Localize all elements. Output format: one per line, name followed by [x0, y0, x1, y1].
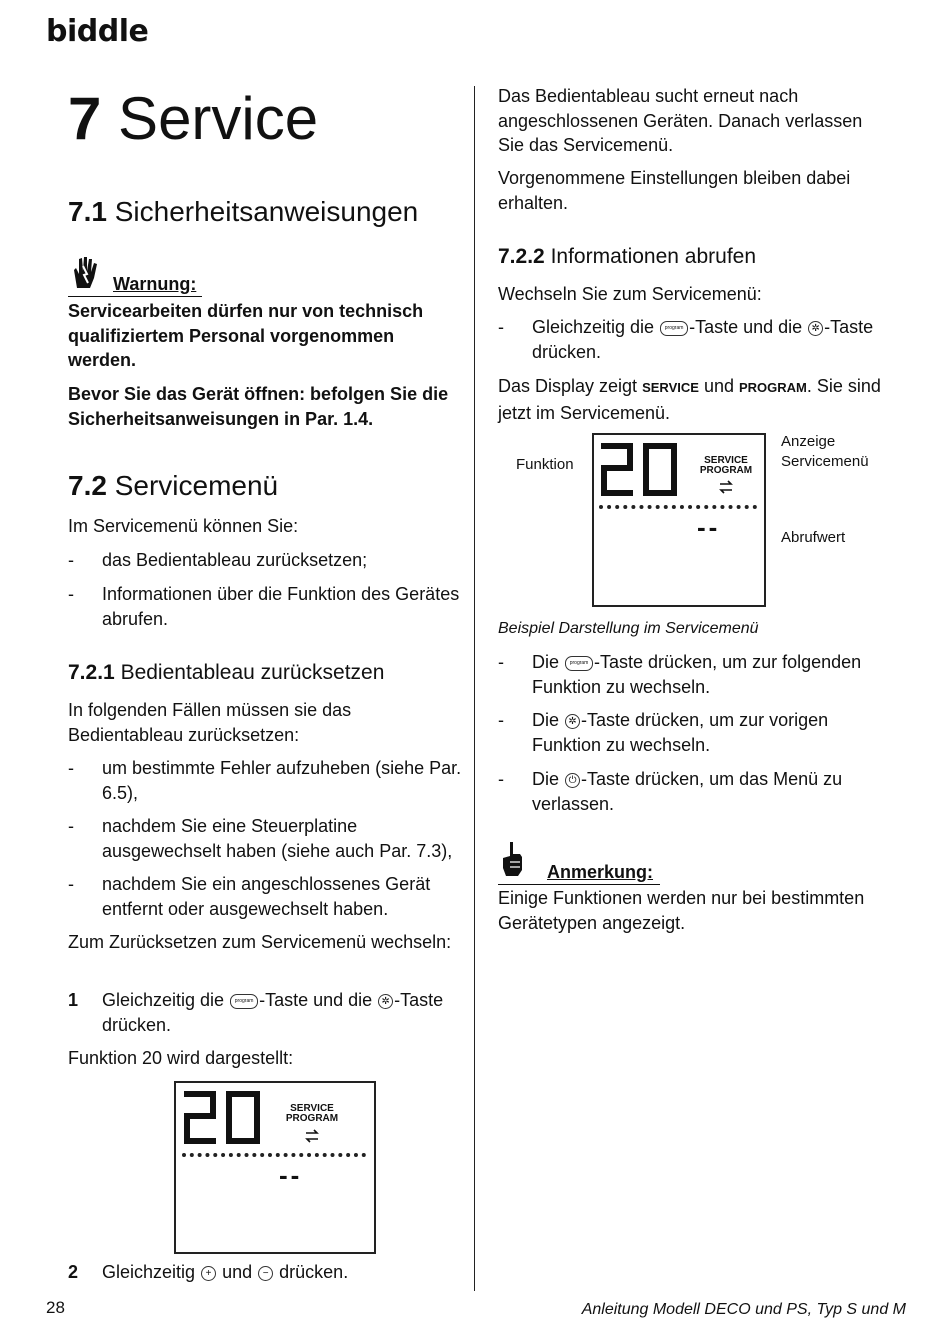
figure-caption: Beispiel Darstellung im Servicemenü	[498, 620, 759, 637]
label-anzeige-servicemenu: Anzeige Servicemenü	[781, 433, 869, 470]
page-number: 28	[46, 1298, 65, 1317]
lcd-display-example	[592, 433, 766, 607]
lcd-display	[174, 1081, 376, 1254]
program-key-icon: program	[660, 321, 688, 336]
lcd-program-label: PROGRAM	[285, 1113, 339, 1124]
label-abrufwert: Abrufwert	[781, 529, 846, 546]
section-7-2-2-heading	[498, 244, 898, 270]
fan-key-icon: ✲	[808, 321, 823, 336]
fan-key-icon: ✲	[565, 714, 580, 729]
section-7-2-intro: Im Servicemenü können Sie:	[68, 516, 299, 536]
program-key-icon: program	[565, 656, 593, 671]
right-paragraph-1: Das Bedientableau sucht erneut nach angeschlossenen Geräten. Danach verlassen Sie das Servicemenü.	[498, 86, 863, 155]
warning-rule	[68, 296, 202, 297]
switch-instruction: Zum Zurücksetzen zum Servicemenü wechseln:	[68, 932, 452, 952]
section-title: Bedientableau zurücksetzen	[120, 661, 385, 684]
lcd-service-label: SERVICE	[290, 1103, 334, 1114]
display-shows-text: Das Display zeigt SERVICE und PROGRAM. Sie sind jetzt im Servicemenü.	[498, 376, 881, 423]
lcd-digits-20	[599, 441, 681, 499]
lcd-dotted-line	[599, 505, 757, 509]
chapter-heading	[68, 84, 458, 154]
warning-text-1: Servicearbeiten dürfen nur von technisch qualifiziertem Personal vorgenommen werden.	[68, 301, 424, 370]
note-rule	[498, 884, 660, 885]
lcd-program-label: PROGRAM	[699, 465, 753, 476]
lcd-dotted-line	[182, 1153, 366, 1157]
section-title: Informationen abrufen	[550, 245, 757, 268]
right-paragraph-2: Vorgenommene Einstellungen bleiben dabei erhalten.	[498, 168, 851, 213]
footer-title: Anleitung Modell DECO und PS, Typ S und M	[581, 1301, 906, 1318]
minus-key-icon: −	[258, 1266, 273, 1281]
lcd-dashes: --	[279, 1160, 303, 1190]
brand-logo: biddle	[46, 14, 149, 49]
section-title: Sicherheitsanweisungen	[114, 196, 419, 227]
note-text: Einige Funktionen werden nur bei bestimmten Gerätetypen angezeigt.	[498, 888, 865, 933]
label-funktion: Funktion	[516, 456, 574, 473]
warning-hand-icon	[68, 254, 104, 290]
section-7-2-heading	[68, 469, 458, 503]
lcd-service-label: SERVICE	[704, 455, 748, 466]
chapter-title: Service	[118, 85, 319, 152]
section-7-1-heading	[68, 195, 458, 229]
pointing-hand-icon	[500, 840, 526, 878]
function-20-text: Funktion 20 wird dargestellt:	[68, 1048, 294, 1068]
fan-key-icon: ✲	[378, 994, 393, 1009]
section-7-2-1-intro: In folgenden Fällen müssen sie das Bedientableau zurücksetzen:	[68, 700, 352, 745]
swap-arrows-icon	[304, 1128, 320, 1144]
note-title: Anmerkung:	[547, 862, 654, 882]
lcd-digits-20	[182, 1089, 264, 1147]
section-number: 7.2	[68, 470, 107, 501]
section-number: 7.1	[68, 196, 107, 227]
warning-title: Warnung:	[113, 274, 197, 294]
section-title: Servicemenü	[114, 470, 279, 501]
swap-arrows-icon	[718, 479, 734, 495]
power-key-icon: ⏻	[565, 773, 580, 788]
note-header	[498, 840, 898, 884]
plus-key-icon: +	[201, 1266, 216, 1281]
column-divider	[474, 86, 475, 1291]
section-number: 7.2.1	[68, 661, 115, 684]
warning-text-2: Bevor Sie das Gerät öffnen: befolgen Sie die Sicherheitsanweisungen in Par. 1.4.	[68, 384, 449, 429]
section-number: 7.2.2	[498, 245, 545, 268]
lcd-dashes: --	[697, 512, 721, 542]
section-7-2-2-intro: Wechseln Sie zum Servicemenü:	[498, 284, 762, 304]
section-7-2-1-heading	[68, 660, 458, 686]
chapter-number: 7	[68, 85, 102, 152]
warning-header	[68, 254, 458, 296]
program-key-icon: program	[230, 994, 258, 1009]
